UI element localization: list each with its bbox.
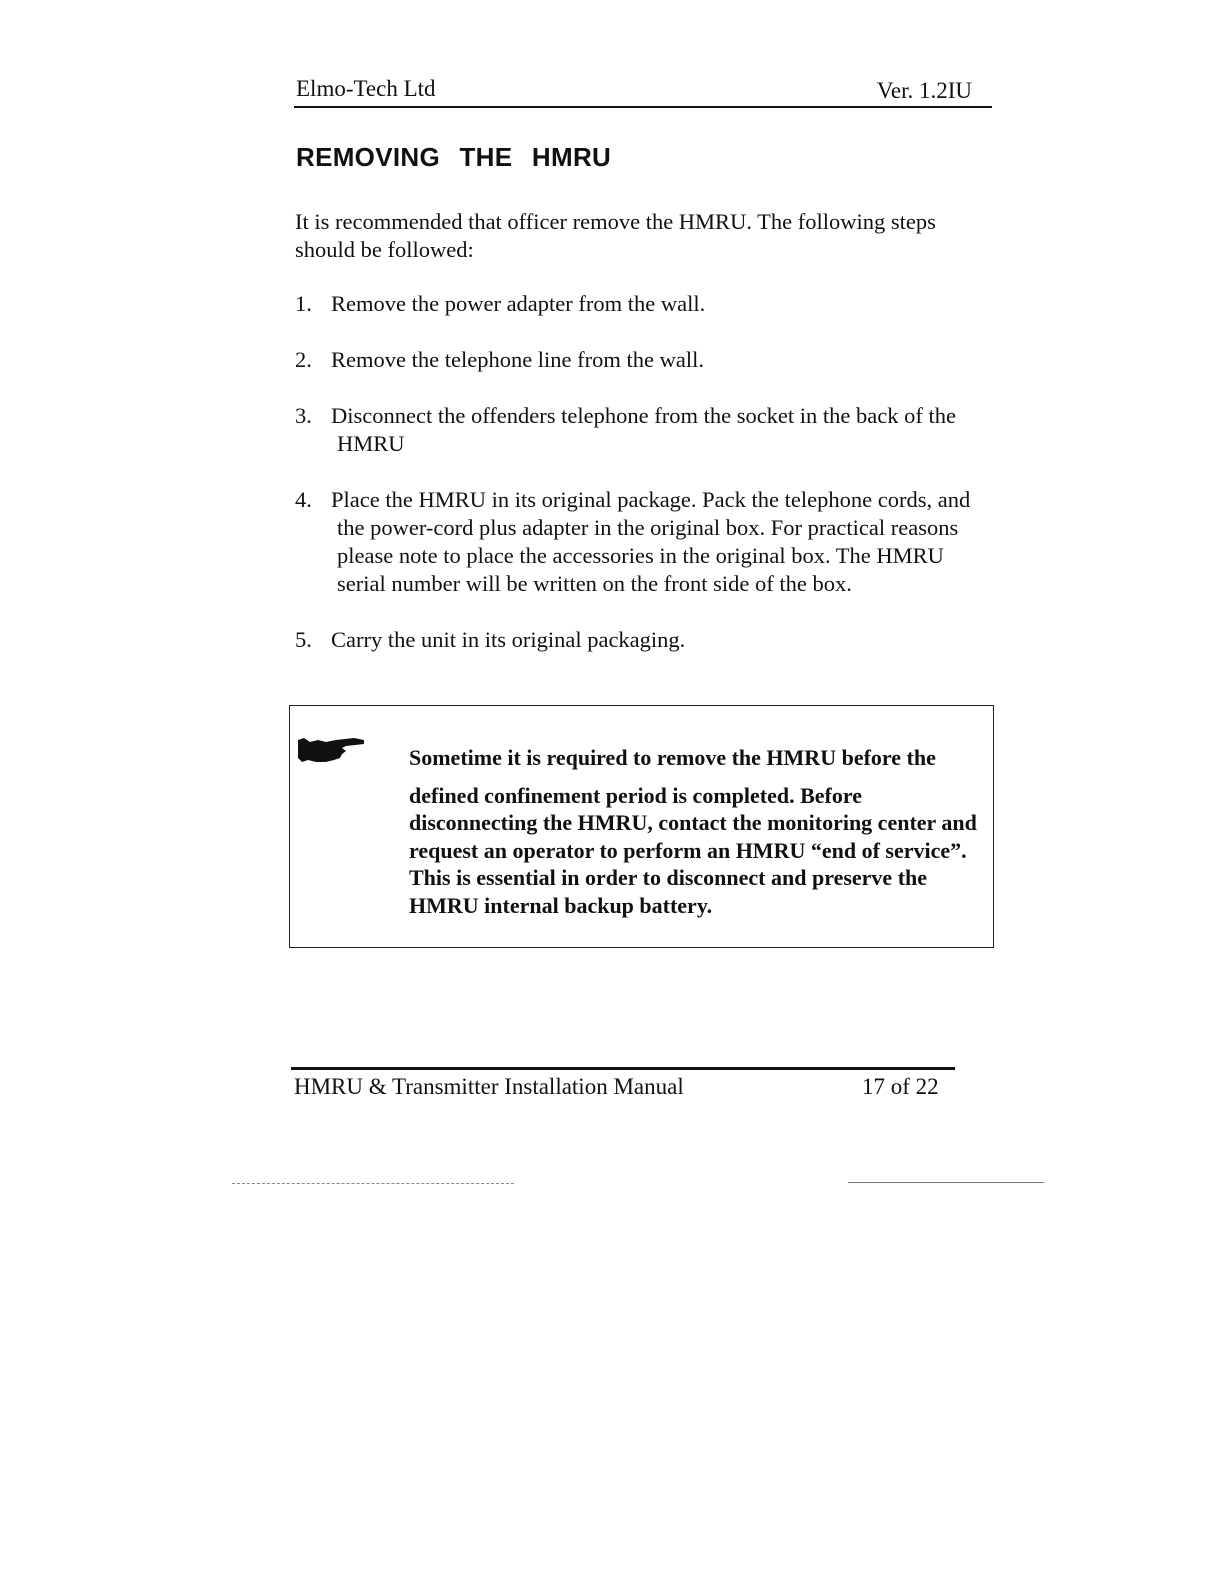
note-text <box>409 744 989 919</box>
step-number: 5. <box>295 627 312 652</box>
step-number: 1. <box>295 291 312 316</box>
page-header <box>294 76 992 108</box>
page-title: REMOVING THE HMRU <box>296 142 612 172</box>
list-item <box>295 402 971 458</box>
step-text: Carry the unit in its original packaging. <box>331 627 686 652</box>
step-number: 2. <box>295 347 312 372</box>
version-label: Ver. 1.2IU <box>876 78 972 103</box>
list-item <box>295 290 995 318</box>
steps-list <box>295 290 995 654</box>
list-item <box>295 346 995 374</box>
note-box <box>289 705 994 948</box>
intro-paragraph: It is recommended that officer remove the HMRU. The following steps should be followed: <box>295 209 936 262</box>
step-number: 4. <box>295 487 312 512</box>
company-name: Elmo-Tech Ltd <box>296 76 436 101</box>
scan-artifact-line <box>848 1182 1044 1183</box>
list-item <box>295 626 995 654</box>
step-text: Place the HMRU in its original package. Pack the telephone cords, and the power-cord plus adapter in the original box. For practical reasons please note to place the accessories in the original box. The HMRU serial number will be written on the front side of the box. <box>331 487 971 596</box>
note-first-line: Sometime it is required to remove the HMRU before the <box>409 745 936 770</box>
page-number: 17 of 22 <box>862 1074 939 1099</box>
step-text: Remove the telephone line from the wall. <box>331 347 705 372</box>
step-number: 3. <box>295 403 312 428</box>
scan-artifact-line <box>232 1183 514 1184</box>
footer-manual-title: HMRU & Transmitter Installation Manual <box>294 1074 684 1099</box>
step-text: Disconnect the offenders telephone from the socket in the back of the HMRU <box>331 403 956 456</box>
footer-rule <box>291 1067 955 1070</box>
pointing-hand-icon <box>296 734 366 768</box>
note-body: defined confinement period is completed. Before disconnecting the HMRU, contact the monitoring center and request an operator to perform an HMRU “end of service”. This is essential in order to disconnect and preserve the HMRU internal backup battery. <box>409 782 977 918</box>
list-item <box>295 486 996 598</box>
step-text: Remove the power adapter from the wall. <box>331 291 706 316</box>
